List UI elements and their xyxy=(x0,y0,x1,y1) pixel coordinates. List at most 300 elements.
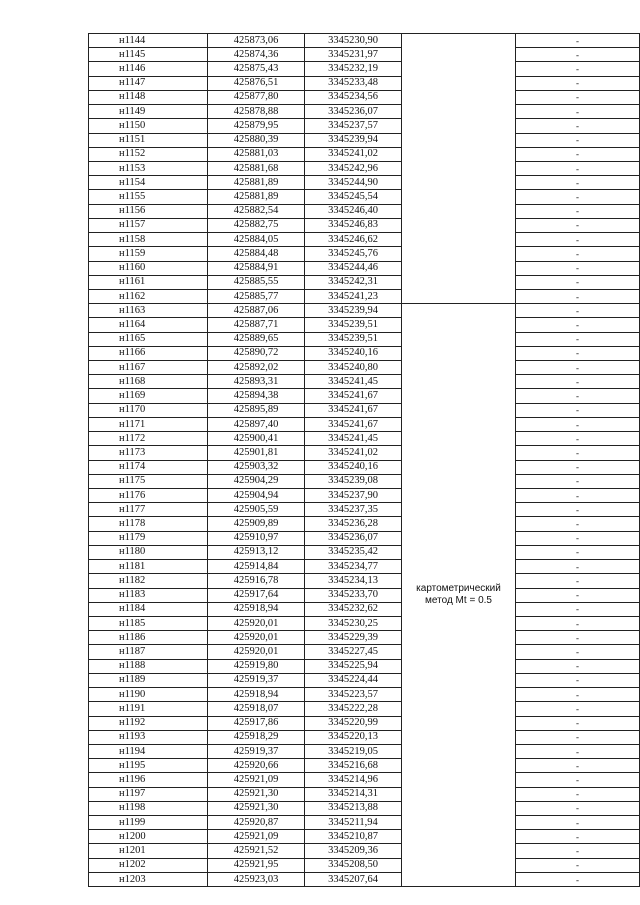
table-row xyxy=(89,417,640,431)
y-coordinate-cell: 3345231,97 xyxy=(305,48,402,62)
point-id-cell: н1167 xyxy=(89,361,208,375)
y-coordinate-cell: 3345237,35 xyxy=(305,503,402,517)
x-coordinate-cell: 425921,95 xyxy=(208,858,305,872)
y-coordinate-cell: 3345225,94 xyxy=(305,659,402,673)
table-row xyxy=(89,261,640,275)
table-row xyxy=(89,545,640,559)
y-coordinate-cell: 3345232,62 xyxy=(305,602,402,616)
table-row xyxy=(89,105,640,119)
x-coordinate-cell: 425884,91 xyxy=(208,261,305,275)
y-coordinate-cell: 3345246,83 xyxy=(305,218,402,232)
y-coordinate-cell: 3345229,39 xyxy=(305,631,402,645)
x-coordinate-cell: 425918,29 xyxy=(208,730,305,744)
point-id-cell: н1145 xyxy=(89,48,208,62)
y-coordinate-cell: 3345241,45 xyxy=(305,375,402,389)
x-coordinate-cell: 425904,29 xyxy=(208,474,305,488)
x-coordinate-cell: 425889,65 xyxy=(208,332,305,346)
y-coordinate-cell: 3345241,02 xyxy=(305,446,402,460)
x-coordinate-cell: 425904,94 xyxy=(208,489,305,503)
point-id-cell: н1179 xyxy=(89,531,208,545)
accuracy-cell: - xyxy=(516,872,640,886)
y-coordinate-cell: 3345233,70 xyxy=(305,588,402,602)
point-id-cell: н1176 xyxy=(89,489,208,503)
x-coordinate-cell: 425890,72 xyxy=(208,346,305,360)
x-coordinate-cell: 425878,88 xyxy=(208,105,305,119)
accuracy-cell: - xyxy=(516,375,640,389)
y-coordinate-cell: 3345242,31 xyxy=(305,275,402,289)
accuracy-cell: - xyxy=(516,801,640,815)
point-id-cell: н1175 xyxy=(89,474,208,488)
x-coordinate-cell: 425881,89 xyxy=(208,176,305,190)
y-coordinate-cell: 3345239,51 xyxy=(305,332,402,346)
y-coordinate-cell: 3345208,50 xyxy=(305,858,402,872)
y-coordinate-cell: 3345244,46 xyxy=(305,261,402,275)
table-row xyxy=(89,858,640,872)
x-coordinate-cell: 425882,75 xyxy=(208,218,305,232)
y-coordinate-cell: 3345241,67 xyxy=(305,403,402,417)
x-coordinate-cell: 425920,66 xyxy=(208,759,305,773)
table-row xyxy=(89,318,640,332)
method-cell: картометрический метод Mt = 0.5 xyxy=(402,304,516,887)
accuracy-cell: - xyxy=(516,289,640,303)
table-row xyxy=(89,446,640,460)
y-coordinate-cell: 3345246,62 xyxy=(305,233,402,247)
y-coordinate-cell: 3345219,05 xyxy=(305,744,402,758)
accuracy-cell: - xyxy=(516,816,640,830)
point-id-cell: н1194 xyxy=(89,744,208,758)
y-coordinate-cell: 3345230,25 xyxy=(305,616,402,630)
accuracy-cell: - xyxy=(516,616,640,630)
point-id-cell: н1201 xyxy=(89,844,208,858)
x-coordinate-cell: 425916,78 xyxy=(208,574,305,588)
point-id-cell: н1195 xyxy=(89,759,208,773)
point-id-cell: н1196 xyxy=(89,773,208,787)
point-id-cell: н1197 xyxy=(89,787,208,801)
accuracy-cell: - xyxy=(516,304,640,318)
y-coordinate-cell: 3345242,96 xyxy=(305,161,402,175)
accuracy-cell: - xyxy=(516,218,640,232)
table-row xyxy=(89,76,640,90)
x-coordinate-cell: 425895,89 xyxy=(208,403,305,417)
y-coordinate-cell: 3345236,28 xyxy=(305,517,402,531)
accuracy-cell: - xyxy=(516,545,640,559)
table-row xyxy=(89,673,640,687)
y-coordinate-cell: 3345207,64 xyxy=(305,872,402,886)
x-coordinate-cell: 425884,05 xyxy=(208,233,305,247)
y-coordinate-cell: 3345220,13 xyxy=(305,730,402,744)
point-id-cell: н1154 xyxy=(89,176,208,190)
table-row xyxy=(89,176,640,190)
accuracy-cell: - xyxy=(516,332,640,346)
accuracy-cell: - xyxy=(516,844,640,858)
table-row xyxy=(89,247,640,261)
x-coordinate-cell: 425876,51 xyxy=(208,76,305,90)
point-id-cell: н1144 xyxy=(89,34,208,48)
accuracy-cell: - xyxy=(516,631,640,645)
table-row xyxy=(89,872,640,886)
table-row xyxy=(89,460,640,474)
table-row xyxy=(89,588,640,602)
point-id-cell: н1190 xyxy=(89,688,208,702)
point-id-cell: н1184 xyxy=(89,602,208,616)
accuracy-cell: - xyxy=(516,602,640,616)
y-coordinate-cell: 3345241,23 xyxy=(305,289,402,303)
accuracy-cell: - xyxy=(516,659,640,673)
table-row xyxy=(89,361,640,375)
x-coordinate-cell: 425892,02 xyxy=(208,361,305,375)
x-coordinate-cell: 425918,94 xyxy=(208,688,305,702)
y-coordinate-cell: 3345239,51 xyxy=(305,318,402,332)
table-row xyxy=(89,161,640,175)
table-row xyxy=(89,787,640,801)
x-coordinate-cell: 425887,06 xyxy=(208,304,305,318)
coordinates-table-body xyxy=(89,34,640,887)
point-id-cell: н1177 xyxy=(89,503,208,517)
table-row xyxy=(89,645,640,659)
accuracy-cell: - xyxy=(516,858,640,872)
table-row xyxy=(89,34,640,48)
accuracy-cell: - xyxy=(516,645,640,659)
x-coordinate-cell: 425919,37 xyxy=(208,673,305,687)
point-id-cell: н1153 xyxy=(89,161,208,175)
accuracy-cell: - xyxy=(516,716,640,730)
point-id-cell: н1183 xyxy=(89,588,208,602)
x-coordinate-cell: 425874,36 xyxy=(208,48,305,62)
y-coordinate-cell: 3345240,16 xyxy=(305,460,402,474)
table-row xyxy=(89,503,640,517)
y-coordinate-cell: 3345240,80 xyxy=(305,361,402,375)
point-id-cell: н1170 xyxy=(89,403,208,417)
x-coordinate-cell: 425923,03 xyxy=(208,872,305,886)
accuracy-cell: - xyxy=(516,787,640,801)
table-row xyxy=(89,631,640,645)
table-row xyxy=(89,233,640,247)
table-row xyxy=(89,119,640,133)
point-id-cell: н1199 xyxy=(89,816,208,830)
accuracy-cell: - xyxy=(516,432,640,446)
y-coordinate-cell: 3345237,90 xyxy=(305,489,402,503)
point-id-cell: н1158 xyxy=(89,233,208,247)
accuracy-cell: - xyxy=(516,474,640,488)
point-id-cell: н1157 xyxy=(89,218,208,232)
x-coordinate-cell: 425884,48 xyxy=(208,247,305,261)
table-row xyxy=(89,801,640,815)
coordinates-table xyxy=(88,33,640,887)
y-coordinate-cell: 3345236,07 xyxy=(305,531,402,545)
accuracy-cell: - xyxy=(516,417,640,431)
accuracy-cell: - xyxy=(516,133,640,147)
accuracy-cell: - xyxy=(516,176,640,190)
x-coordinate-cell: 425877,80 xyxy=(208,90,305,104)
accuracy-cell: - xyxy=(516,161,640,175)
table-row xyxy=(89,816,640,830)
y-coordinate-cell: 3345234,77 xyxy=(305,560,402,574)
x-coordinate-cell: 425873,06 xyxy=(208,34,305,48)
point-id-cell: н1185 xyxy=(89,616,208,630)
y-coordinate-cell: 3345234,13 xyxy=(305,574,402,588)
x-coordinate-cell: 425900,41 xyxy=(208,432,305,446)
accuracy-cell: - xyxy=(516,76,640,90)
x-coordinate-cell: 425894,38 xyxy=(208,389,305,403)
point-id-cell: н1186 xyxy=(89,631,208,645)
y-coordinate-cell: 3345224,44 xyxy=(305,673,402,687)
x-coordinate-cell: 425920,01 xyxy=(208,645,305,659)
point-id-cell: н1198 xyxy=(89,801,208,815)
x-coordinate-cell: 425885,55 xyxy=(208,275,305,289)
point-id-cell: н1202 xyxy=(89,858,208,872)
accuracy-cell: - xyxy=(516,773,640,787)
table-row xyxy=(89,62,640,76)
point-id-cell: н1168 xyxy=(89,375,208,389)
point-id-cell: н1163 xyxy=(89,304,208,318)
x-coordinate-cell: 425913,12 xyxy=(208,545,305,559)
accuracy-cell: - xyxy=(516,517,640,531)
x-coordinate-cell: 425921,30 xyxy=(208,787,305,801)
x-coordinate-cell: 425879,95 xyxy=(208,119,305,133)
y-coordinate-cell: 3345233,48 xyxy=(305,76,402,90)
table-row xyxy=(89,688,640,702)
point-id-cell: н1174 xyxy=(89,460,208,474)
table-row xyxy=(89,659,640,673)
table-row xyxy=(89,489,640,503)
accuracy-cell: - xyxy=(516,190,640,204)
accuracy-cell: - xyxy=(516,119,640,133)
accuracy-cell: - xyxy=(516,403,640,417)
table-row xyxy=(89,289,640,303)
x-coordinate-cell: 425881,03 xyxy=(208,147,305,161)
accuracy-cell: - xyxy=(516,105,640,119)
y-coordinate-cell: 3345246,40 xyxy=(305,204,402,218)
point-id-cell: н1155 xyxy=(89,190,208,204)
method-cell-empty xyxy=(402,34,516,304)
accuracy-cell: - xyxy=(516,275,640,289)
accuracy-cell: - xyxy=(516,48,640,62)
table-row xyxy=(89,616,640,630)
accuracy-cell: - xyxy=(516,489,640,503)
y-coordinate-cell: 3345241,67 xyxy=(305,417,402,431)
y-coordinate-cell: 3345239,94 xyxy=(305,304,402,318)
table-row xyxy=(89,730,640,744)
y-coordinate-cell: 3345239,94 xyxy=(305,133,402,147)
y-coordinate-cell: 3345213,88 xyxy=(305,801,402,815)
x-coordinate-cell: 425893,31 xyxy=(208,375,305,389)
y-coordinate-cell: 3345234,56 xyxy=(305,90,402,104)
point-id-cell: н1182 xyxy=(89,574,208,588)
y-coordinate-cell: 3345245,76 xyxy=(305,247,402,261)
x-coordinate-cell: 425910,97 xyxy=(208,531,305,545)
x-coordinate-cell: 425921,52 xyxy=(208,844,305,858)
accuracy-cell: - xyxy=(516,204,640,218)
point-id-cell: н1180 xyxy=(89,545,208,559)
accuracy-cell: - xyxy=(516,90,640,104)
table-row xyxy=(89,190,640,204)
y-coordinate-cell: 3345222,28 xyxy=(305,702,402,716)
y-coordinate-cell: 3345241,45 xyxy=(305,432,402,446)
point-id-cell: н1149 xyxy=(89,105,208,119)
x-coordinate-cell: 425921,09 xyxy=(208,830,305,844)
x-coordinate-cell: 425881,68 xyxy=(208,161,305,175)
table-row xyxy=(89,332,640,346)
table-row xyxy=(89,517,640,531)
table-row xyxy=(89,218,640,232)
y-coordinate-cell: 3345241,02 xyxy=(305,147,402,161)
x-coordinate-cell: 425920,87 xyxy=(208,816,305,830)
table-row xyxy=(89,133,640,147)
table-row xyxy=(89,304,640,318)
table-row xyxy=(89,389,640,403)
x-coordinate-cell: 425914,84 xyxy=(208,560,305,574)
point-id-cell: н1159 xyxy=(89,247,208,261)
table-row xyxy=(89,830,640,844)
x-coordinate-cell: 425903,32 xyxy=(208,460,305,474)
y-coordinate-cell: 3345209,36 xyxy=(305,844,402,858)
x-coordinate-cell: 425880,39 xyxy=(208,133,305,147)
table-row xyxy=(89,474,640,488)
table-row xyxy=(89,560,640,574)
point-id-cell: н1181 xyxy=(89,560,208,574)
x-coordinate-cell: 425921,09 xyxy=(208,773,305,787)
table-row xyxy=(89,90,640,104)
x-coordinate-cell: 425897,40 xyxy=(208,417,305,431)
table-row xyxy=(89,773,640,787)
point-id-cell: н1178 xyxy=(89,517,208,531)
x-coordinate-cell: 425918,07 xyxy=(208,702,305,716)
y-coordinate-cell: 3345220,99 xyxy=(305,716,402,730)
point-id-cell: н1146 xyxy=(89,62,208,76)
table-row xyxy=(89,744,640,758)
point-id-cell: н1166 xyxy=(89,346,208,360)
accuracy-cell: - xyxy=(516,702,640,716)
point-id-cell: н1172 xyxy=(89,432,208,446)
accuracy-cell: - xyxy=(516,830,640,844)
point-id-cell: н1189 xyxy=(89,673,208,687)
table-row xyxy=(89,432,640,446)
accuracy-cell: - xyxy=(516,62,640,76)
table-row xyxy=(89,574,640,588)
table-row xyxy=(89,844,640,858)
y-coordinate-cell: 3345245,54 xyxy=(305,190,402,204)
point-id-cell: н1150 xyxy=(89,119,208,133)
accuracy-cell: - xyxy=(516,233,640,247)
y-coordinate-cell: 3345236,07 xyxy=(305,105,402,119)
point-id-cell: н1164 xyxy=(89,318,208,332)
accuracy-cell: - xyxy=(516,34,640,48)
x-coordinate-cell: 425909,89 xyxy=(208,517,305,531)
accuracy-cell: - xyxy=(516,318,640,332)
table-row xyxy=(89,375,640,389)
accuracy-cell: - xyxy=(516,446,640,460)
accuracy-cell: - xyxy=(516,730,640,744)
point-id-cell: н1162 xyxy=(89,289,208,303)
table-row xyxy=(89,702,640,716)
accuracy-cell: - xyxy=(516,588,640,602)
y-coordinate-cell: 3345230,90 xyxy=(305,34,402,48)
x-coordinate-cell: 425885,77 xyxy=(208,289,305,303)
point-id-cell: н1187 xyxy=(89,645,208,659)
point-id-cell: н1188 xyxy=(89,659,208,673)
table-row xyxy=(89,403,640,417)
point-id-cell: н1165 xyxy=(89,332,208,346)
accuracy-cell: - xyxy=(516,688,640,702)
point-id-cell: н1203 xyxy=(89,872,208,886)
point-id-cell: н1160 xyxy=(89,261,208,275)
point-id-cell: н1193 xyxy=(89,730,208,744)
point-id-cell: н1169 xyxy=(89,389,208,403)
point-id-cell: н1191 xyxy=(89,702,208,716)
x-coordinate-cell: 425918,94 xyxy=(208,602,305,616)
point-id-cell: н1156 xyxy=(89,204,208,218)
y-coordinate-cell: 3345241,67 xyxy=(305,389,402,403)
point-id-cell: н1152 xyxy=(89,147,208,161)
accuracy-cell: - xyxy=(516,247,640,261)
point-id-cell: н1148 xyxy=(89,90,208,104)
y-coordinate-cell: 3345244,90 xyxy=(305,176,402,190)
x-coordinate-cell: 425917,86 xyxy=(208,716,305,730)
table-row xyxy=(89,204,640,218)
point-id-cell: н1200 xyxy=(89,830,208,844)
accuracy-cell: - xyxy=(516,574,640,588)
y-coordinate-cell: 3345227,45 xyxy=(305,645,402,659)
table-row xyxy=(89,346,640,360)
x-coordinate-cell: 425905,59 xyxy=(208,503,305,517)
table-row xyxy=(89,602,640,616)
point-id-cell: н1161 xyxy=(89,275,208,289)
point-id-cell: н1173 xyxy=(89,446,208,460)
table-row xyxy=(89,716,640,730)
x-coordinate-cell: 425882,54 xyxy=(208,204,305,218)
y-coordinate-cell: 3345216,68 xyxy=(305,759,402,773)
point-id-cell: н1192 xyxy=(89,716,208,730)
y-coordinate-cell: 3345210,87 xyxy=(305,830,402,844)
x-coordinate-cell: 425917,64 xyxy=(208,588,305,602)
y-coordinate-cell: 3345214,96 xyxy=(305,773,402,787)
table-row xyxy=(89,147,640,161)
accuracy-cell: - xyxy=(516,361,640,375)
y-coordinate-cell: 3345232,19 xyxy=(305,62,402,76)
accuracy-cell: - xyxy=(516,261,640,275)
accuracy-cell: - xyxy=(516,389,640,403)
y-coordinate-cell: 3345211,94 xyxy=(305,816,402,830)
x-coordinate-cell: 425901,81 xyxy=(208,446,305,460)
point-id-cell: н1147 xyxy=(89,76,208,90)
accuracy-cell: - xyxy=(516,744,640,758)
table-row xyxy=(89,275,640,289)
point-id-cell: н1151 xyxy=(89,133,208,147)
accuracy-cell: - xyxy=(516,147,640,161)
accuracy-cell: - xyxy=(516,503,640,517)
y-coordinate-cell: 3345223,57 xyxy=(305,688,402,702)
accuracy-cell: - xyxy=(516,560,640,574)
x-coordinate-cell: 425920,01 xyxy=(208,616,305,630)
accuracy-cell: - xyxy=(516,346,640,360)
x-coordinate-cell: 425875,43 xyxy=(208,62,305,76)
table-row xyxy=(89,759,640,773)
table-row xyxy=(89,531,640,545)
x-coordinate-cell: 425887,71 xyxy=(208,318,305,332)
y-coordinate-cell: 3345237,57 xyxy=(305,119,402,133)
table-row xyxy=(89,48,640,62)
point-id-cell: н1171 xyxy=(89,417,208,431)
x-coordinate-cell: 425920,01 xyxy=(208,631,305,645)
y-coordinate-cell: 3345235,42 xyxy=(305,545,402,559)
y-coordinate-cell: 3345240,16 xyxy=(305,346,402,360)
x-coordinate-cell: 425881,89 xyxy=(208,190,305,204)
x-coordinate-cell: 425921,30 xyxy=(208,801,305,815)
accuracy-cell: - xyxy=(516,460,640,474)
x-coordinate-cell: 425919,80 xyxy=(208,659,305,673)
x-coordinate-cell: 425919,37 xyxy=(208,744,305,758)
accuracy-cell: - xyxy=(516,759,640,773)
